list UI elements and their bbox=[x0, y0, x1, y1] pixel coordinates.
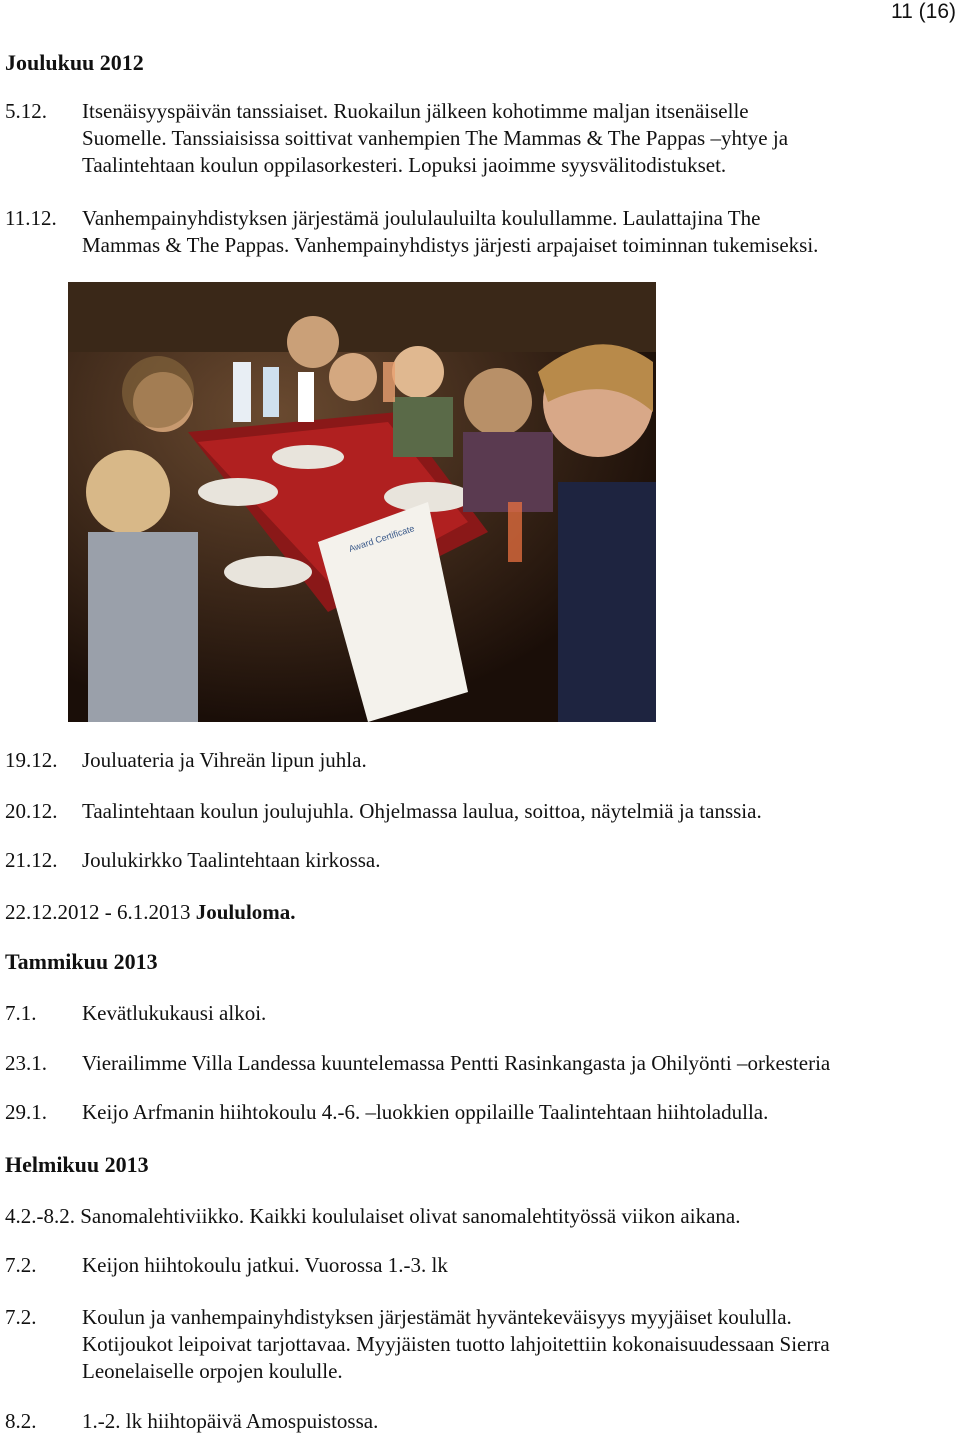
section-heading-january: Tammikuu 2013 bbox=[5, 949, 158, 974]
entry-line: Taalintehtaan koulun joulujuhla. Ohjelmassa laulua, soittoa, näytelmiä ja tanssia. bbox=[82, 799, 762, 823]
entry-date: 8.2. bbox=[5, 1409, 37, 1433]
entry-line: Joulukirkko Taalintehtaan kirkossa. bbox=[82, 848, 381, 872]
entry-date: 5.12. bbox=[5, 99, 47, 123]
entry-date: 7.2. bbox=[5, 1253, 37, 1277]
entry-text bbox=[82, 1408, 378, 1435]
entry-holiday-range bbox=[5, 899, 296, 926]
entry-date: 7.2. bbox=[5, 1305, 37, 1329]
entry-date: 29.1. bbox=[5, 1100, 47, 1124]
entry-line: 1.-2. lk hiihtopäivä Amospuistossa. bbox=[82, 1409, 379, 1433]
entry-text bbox=[82, 1050, 830, 1077]
entry-date: 19.12. bbox=[5, 748, 58, 772]
entry-date: 23.1. bbox=[5, 1051, 47, 1075]
section-heading-december: Joulukuu 2012 bbox=[5, 50, 144, 75]
entry-text bbox=[82, 1000, 266, 1027]
entry-line: Keijo Arfmanin hiihtokoulu 4.-6. –luokkien oppilaille Taalintehtaan hiihtoladulla. bbox=[82, 1100, 769, 1124]
entry-date: 20.12. bbox=[5, 799, 58, 823]
entry-line: Kevätlukukausi alkoi. bbox=[82, 1001, 267, 1025]
entry-line: Vanhempainyhdistyksen järjestämä joululauluilta koulullamme. Laulattajina The bbox=[82, 206, 761, 230]
entry-4-2 bbox=[5, 1203, 740, 1230]
entry-text bbox=[82, 205, 818, 259]
page-number: 11 (16) bbox=[891, 0, 956, 23]
entry-bold-text: Joululoma. bbox=[195, 900, 296, 924]
entry-text: Sanomalehtiviikko. Kaikki koululaiset olivat sanomalehtityössä viikon aikana. bbox=[80, 1204, 741, 1228]
entry-line: Suomelle. Tanssiaisissa soittivat vanhempien The Mammas & The Pappas –yhtye ja bbox=[82, 126, 789, 150]
section-heading-february: Helmikuu 2013 bbox=[5, 1152, 149, 1177]
entry-date: 4.2.-8.2. bbox=[5, 1204, 75, 1228]
entry-line: Mammas & The Pappas. Vanhempainyhdistys järjesti arpajaiset toiminnan tukemiseksi. bbox=[82, 233, 819, 257]
entry-text bbox=[82, 98, 788, 179]
entry-text bbox=[82, 798, 762, 825]
certificate-title: Award Certificate bbox=[347, 523, 416, 554]
photo-christmas-dinner bbox=[68, 282, 656, 722]
entry-text bbox=[82, 847, 381, 874]
entry-text bbox=[82, 1304, 830, 1385]
entry-line: Kotijoukot leipoivat tarjottavaa. Myyjäisten tuotto lahjoitettiin kokonaisuudessaan Sierra bbox=[82, 1332, 830, 1356]
entry-date: 11.12. bbox=[5, 206, 57, 230]
entry-date: 7.1. bbox=[5, 1001, 37, 1025]
entry-line: Taalintehtaan koulun oppilasorkesteri. Lopuksi jaoimme syysvälitodistukset. bbox=[82, 153, 727, 177]
entry-date-range: 22.12.2012 - 6.1.2013 bbox=[5, 900, 191, 924]
entry-text bbox=[82, 1099, 768, 1126]
entry-date: 21.12. bbox=[5, 848, 58, 872]
entry-text bbox=[82, 1252, 448, 1279]
entry-line: Koulun ja vanhempainyhdistyksen järjestämät hyväntekeväisyys myyjäiset koululla. bbox=[82, 1305, 792, 1329]
entry-line: Vierailimme Villa Landessa kuuntelemassa Pentti Rasinkangasta ja Ohilyönti –orkesteria bbox=[82, 1051, 831, 1075]
entry-line: Itsenäisyyspäivän tanssiaiset. Ruokailun jälkeen kohotimme maljan itsenäiselle bbox=[82, 99, 749, 123]
entry-line: Jouluateria ja Vihreän lipun juhla. bbox=[82, 748, 367, 772]
entry-line: Leonelaiselle orpojen koululle. bbox=[82, 1359, 343, 1383]
entry-line: Keijon hiihtokoulu jatkui. Vuorossa 1.-3. lk bbox=[82, 1253, 448, 1277]
entry-text bbox=[82, 747, 367, 774]
